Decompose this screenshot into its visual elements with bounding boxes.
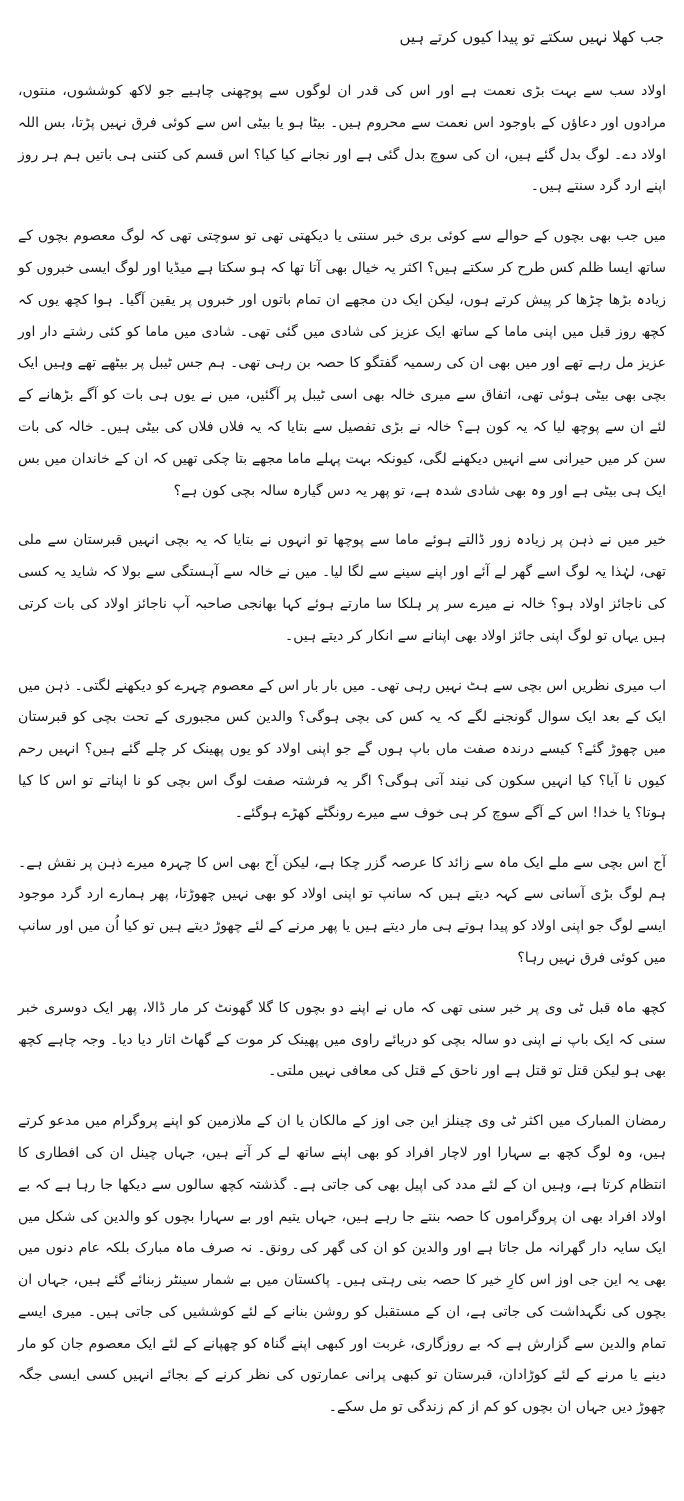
- paragraph-1: اولاد سب سے بہت بڑی نعمت ہے اور اس کی قدر ان لوگوں سے پوچھنی چاہیے جو لاکھ کوششوں، منتوں، مرادوں اور دعاؤں کے باوجود اس نعمت سے محروم ہیں۔ بیٹا ہو یا بیٹی اس سے کوئی فرق نہیں پڑتا، بس اللہ اولاد دے۔ لوگ بدل گئے ہیں، ان کی سوچ بدل گئی ہے اور نجانے کیا کیا؟ اس قسم کی کتنی ہی باتیں ہم ہر روز اپنے ارد گرد سنتے ہیں۔: [18, 83, 666, 195]
- paragraph-6: کچھ ماہ قبل ٹی وی پر خبر سنی تھی کہ ماں نے اپنے دو بچوں کا گلا گھونٹ کر مار ڈالا، پھر ایک دوسری خبر سنی کہ ایک باپ نے اپنی دو سالہ بچی کو دریائے راوی میں پھینک کر موت کے گھاٹ اتار دیا دیا۔ وجہ چاہے کچھ بھی ہو لیکن قتل تو قتل ہے اور ناحق کے قتل کی معافی نہیں ملتی۔: [18, 999, 666, 1080]
- paragraph-7: رمضان المبارک میں اکثر ٹی وی چینلز این جی اوز کے مالکان یا ان کے ملازمین کو اپنے پروگرام میں مدعو کرتے ہیں، وہ لوگ کچھ بے سہارا اور لاچار افراد کو بھی اپنے ساتھ لے کر آتے ہیں، جہاں چینل ان کی افطاری کا انتظام کرتا ہے، وہیں ان کے لئے مدد کی اپیل بھی کی جاتی ہے۔ گذشتہ کچھ سالوں سے دیکھا جا رہا ہے کہ بے اولاد افراد بھی ان پروگراموں کا حصہ بنتے جا رہے ہیں، جہاں یتیم اور بے سہارا بچوں کو والدین کی شکل میں ایک سایہ دار گھرانہ مل جاتا ہے اور والدین کو ان کی گھر کی رونق۔ نہ صرف ماہ مبارک بلکہ عام دنوں میں بھی یہ این جی اوز اس کارِ خیر کا حصہ بنی رہتی ہیں۔ پاکستان میں بے شمار سینٹر زبنائے گئے ہیں، جہاں ان بچوں کی نگہداشت کی جاتی ہے، ان کے مستقبل کو روشن بنانے کے لئے کوششیں کی جاتی ہیں۔ میری ایسے تمام والدین سے گزارش ہے کہ بے روزگاری، غربت اور کبھی اپنے گناہ کو چھپانے کے لئے ایک معصوم جان کو مار دینے یا مرنے کے لئے کوڑادان، قبرستان تو کبھی پرانی عمارتوں کی نظر کرنے کے بجائے انہیں کسی ایسی جگہ چھوڑ دیں جہاں ان بچوں کو کم از کم زندگی تو مل سکے۔: [18, 1113, 666, 1416]
- paragraph-3: خیر میں نے ذہن پر زیادہ زور ڈالتے ہوئے ماما سے پوچھا تو انہوں نے بتایا کہ یہ بچی انہیں قبرستان سے ملی تھی، لہٰذا یہ لوگ اسے گھر لے آئے اور اپنے سینے سے لگا لیا۔ میں نے خالہ سے آہستگی سے بولا کہ شاید یہ کسی کی ناجائز اولاد ہو؟ خالہ نے میرے سر پر ہلکا سا مارتے ہوئے کہا بھانجی صاحبہ آپ ناجائز اولاد کی بات کرتی ہیں یہاں تو لوگ اپنی جائز اولاد بھی اپنانے سے انکار کر دیتے ہیں۔: [18, 532, 666, 644]
- article-title: جب کھلا نہیں سکتے تو پیدا کیوں کرتے ہیں: [399, 28, 664, 46]
- paragraph-4: اب میری نظریں اس بچی سے ہٹ نہیں رہی تھی۔ میں بار بار اس کے معصوم چہرے کو دیکھنے لگتی۔ ذہن میں ایک کے بعد ایک سوال گونجنے لگے کہ یہ کس کی بچی ہوگی؟ والدین کس مجبوری کے تحت بچی کو قبرستان میں چھوڑ گئے؟ کیسے درندہ صفت ماں باپ ہوں گے جو اپنی اولاد کو یوں پھینک کر چلے گئے ہیں؟ انہیں رحم کیوں نا آیا؟ کیا انہیں سکون کی نیند آتی ہوگی؟ اگر یہ فرشتہ صفت لوگ اس بچی کو نا اپناتے تو اس کا کیا ہوتا؟ یا خدا! اس کے آگے سوچ کر ہی خوف سے میرے رونگٹے کھڑے ہوگئے۔: [18, 677, 666, 821]
- paragraph-5: آج اس بچی سے ملے ایک ماہ سے زائد کا عرصہ گزر چکا ہے، لیکن آج بھی اس کا چہرہ میرے ذہن پر نقش ہے۔ ہم لوگ بڑی آسانی سے کہہ دیتے ہیں کہ سانپ تو اپنی اولاد کو بھی نہیں چھوڑتا، پھر ہمارے ارد گرد موجود ایسے لوگ جو اپنی اولاد کو پیدا ہوتے ہی مار دیتے ہیں یا پھر مرنے کے لئے چھوڑ دیتے ہیں تو کیا اُن میں اور سانپ میں کوئی فرق نہیں رہا؟: [18, 854, 666, 966]
- paragraph-2: میں جب بھی بچوں کے حوالے سے کوئی بری خبر سنتی یا دیکھتی تھی تو سوچتی تھی کہ لوگ معصوم بچوں کے ساتھ ایسا ظلم کس طرح کر سکتے ہیں؟ اکثر یہ خیال بھی آتا تھا کہ ہو سکتا ہے میڈیا اور لوگ ایسی خبروں کو زیادہ بڑھا چڑھا کر پیش کرتے ہوں، لیکن ایک دن مجھے ان تمام باتوں اور خبروں پر یقین آگیا۔ ہوا کچھ یوں کہ کچھ روز قبل میں اپنی ماما کے ساتھ ایک عزیز کی شادی میں گئی تھی۔ شادی میں ماما کو کئی رشتے دار اور عزیز مل رہے تھے اور میں بھی ان کی رسمیہ گفتگو کا حصہ بن رہی تھی۔ ہم جس ٹیبل پر بیٹھے تھے وہیں ایک بچی بھی بیٹی ہوئی تھی، اتفاق سے میری خالہ بھی اسی ٹیبل پر آگئیں، میں نے یوں ہی بات کو آگے بڑھانے کے لئے ان سے پوچھ لیا کہ یہ کون ہے؟ خالہ نے بڑی تفصیل سے بتایا کہ یہ فلاں فلاں کی بیٹی ہیں۔ خالہ کی بات سن کر میں حیرانی سے انہیں دیکھنے لگی، کیونکہ بہت پہلے ماما مجھے بتا چکی تھیں کہ ان کے خاندان میں بس ایک ہی بیٹی ہے اور وہ بھی شادی شدہ ہے، تو پھر یہ دس گیارہ سالہ بچی کون ہے؟: [18, 228, 666, 499]
